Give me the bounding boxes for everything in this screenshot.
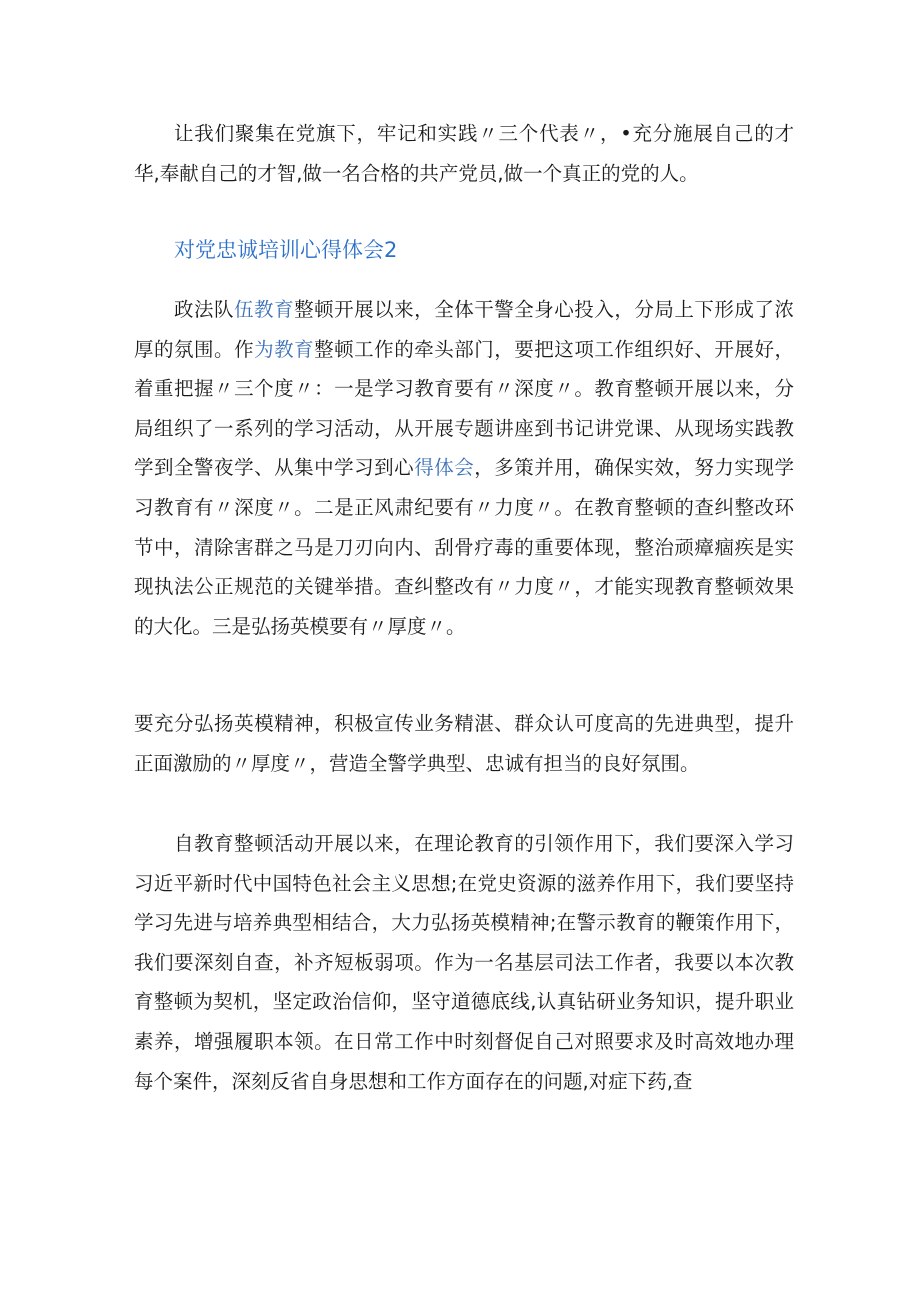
- paragraph-education-rectification: [134, 290, 794, 646]
- paragraph-text: ，多策并用，确保实效，努力实现学习教育有〃深度〃。二是正风肃纪要有〃力度〃。在教育整顿的查纠整改环节中，清除害群之马是刀刃向内、刮骨疗毒的重要体现，整治顽瘴痼疾是实现执法公正规范的关键举措。查纠整改有〃力度〃，才能实现教育整顿效果的大化。三是弘扬英模要有〃厚度〃。: [134, 456, 794, 638]
- paragraph-heroes: 要充分弘扬英模精神，积极宣传业务精湛、群众认可度高的先进典型，提升正面激励的〃厚度〃，营造全警学典型、忠诚有担当的良好氛围。: [134, 712, 794, 775]
- inline-link-experience[interactable]: 得体会: [414, 456, 475, 480]
- section-heading: 对党忠诚培训心得体会2: [174, 238, 398, 262]
- paragraph-text: 整顿工作的牵头部门，要把这项工作组织好、开展好，着重把握〃三个度〃：一是学习教育要有〃深度〃。教育整顿开展以来，分局组织了一系列的学习活动，从开展专题讲座到书记讲党课、从现场实践教学到全警夜学、从集中学习到心: [134, 337, 794, 480]
- paragraph-oath: 让我们聚集在党旗下，牢记和实践〃三个代表〃，•充分施展自己的才华,奉献自己的才智,做一名合格的共产党员,做一个真正的党的人。: [134, 122, 794, 185]
- paragraph-text: 整顿开展以来，全体干警全身心投入，分局上下形成了浓厚的氛围。作: [134, 298, 794, 361]
- inline-link-team-education[interactable]: 伍教育: [234, 298, 295, 321]
- paragraph-theory-education: 自教育整顿活动开展以来，在理论教育的引领作用下，我们要深入学习习近平新时代中国特色社会主义思想;在党史资源的滋养作用下，我们要坚持学习先进与培养典型相结合，大力弘扬英模精神;在警示教育的鞭策作用下，我们要深刻自查，补齐短板弱项。作为一名基层司法工作者，我要以本次教育整顿为契机，坚定政治信仰，坚守道德底线,认真钻研业务知识，提升职业素养，增强履职本领。在日常工作中时刻督促自己对照要求及时高效地办理每个案件，深刻反省自身思想和工作方面存在的问题,对症下药,查: [134, 832, 794, 1093]
- inline-link-as-education[interactable]: 为教育: [254, 337, 315, 361]
- paragraph-text: 政法队: [174, 298, 235, 321]
